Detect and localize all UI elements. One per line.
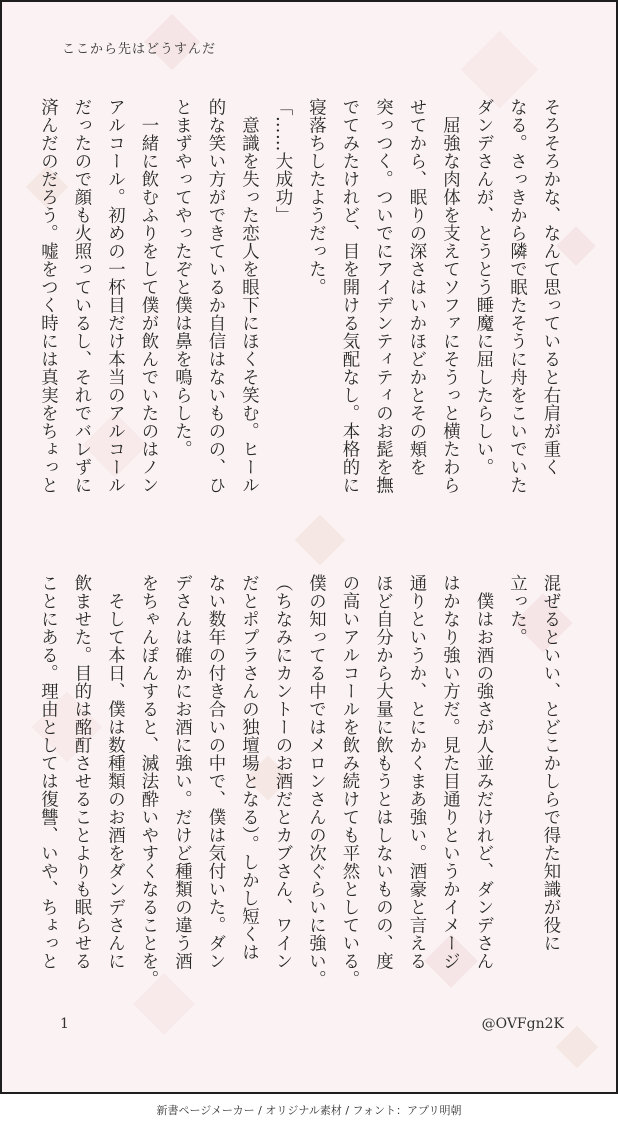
footer-credit: 新書ページメーカー / オリジナル素材 / フォント：アプリ明朝 xyxy=(156,1104,462,1117)
decoration-diamond xyxy=(556,1026,598,1068)
author-handle: @OVFgn2K xyxy=(481,1016,564,1032)
decoration-diamond xyxy=(461,31,539,109)
vertical-text-upper: そろそろかな、なんて思っていると右肩が重く なる。さっきから隣で眠たそうに舟をこいでいた ダンデさんが、とうとう睡魔に屈したらしい。 屈強な肉体を支えてソファにそうっと横たわら せてから、眠りの深さはいかほどかとその頬を 突っつく。ついでにアイデンティティのお髭を撫 でてみたけれど、目を開ける気配なし。本格的に 寝落ちしたようだった。 「……大成功」 意識を失った恋人を眼下にほくそ笑む。ヒール 的な笑い方ができているか自信はないものの、ひ とまずやってやったぞと僕は鼻を鳴らした。 一緒に飲むふりをして僕が飲んでいたのはノン アルコール。初めの一杯目だけ本当のアルコール だったので顔も火照っているし、それでバレずに 済んだのだろう。嘘をつく時には真実をちょっと xyxy=(37,98,560,494)
running-title: ここから先はどうすんだ xyxy=(62,42,217,57)
vertical-text-lower: 混ぜるといい、とどこかしらで得た知識が役に 立った。 僕はお酒の強さが人並みだけれど、ダンデさん はかなり強い方だ。見た目通りというかイメージ 通りというか、とにかくまあ強い。酒豪と言える ほど自分から大量に飲もうとはしないものの、度 の高いアルコールを飲み続けても平然としている。 僕の知ってる中ではメロンさんの次ぐらいに強い。 （ちなみにカントーのお酒だとカブさん、ワイン だとポプラさんの独壇場となる）。しかし短くは ない数年の付き合いの中で、僕は気付いた。ダン デさんは確かにお酒に強い。だけど種類の違う酒 をちゃんぽんすると、滅法酔いやすくなることを。 そして本日、僕は数種類のお酒をダンデさんに 飲ませた。目的は酩酊させることよりも眠らせる ことにある。理由としては復讐、いや、ちょっと xyxy=(37,574,560,988)
page-number: 1 xyxy=(60,1016,69,1032)
